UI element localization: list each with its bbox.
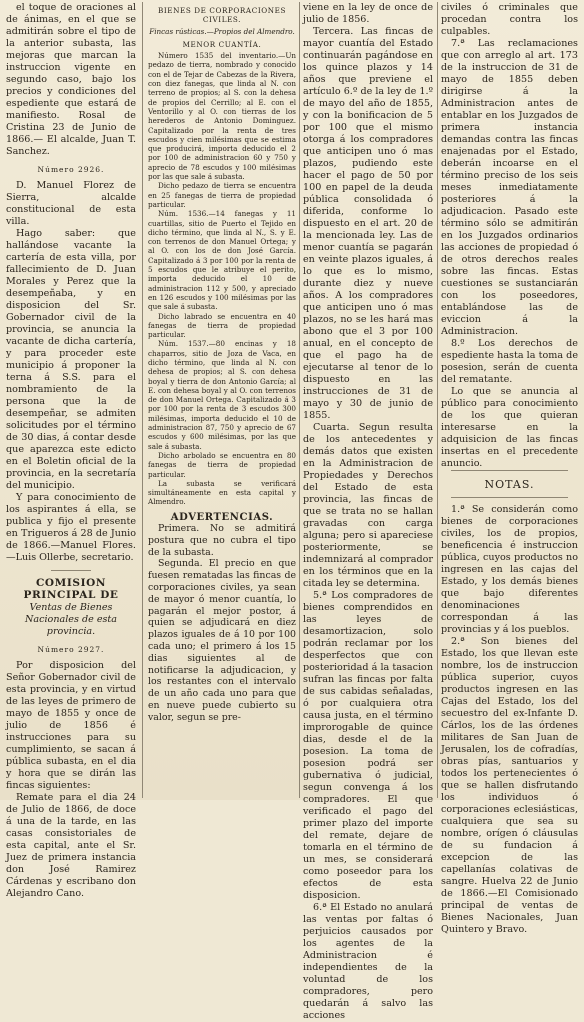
separator <box>451 470 568 471</box>
paragraph: Dicho pedazo de tierra se encuentra en 25 fanegas de tierra de propiedad particular. <box>148 181 296 209</box>
paragraph: Segunda. El precio en que fuesen rematadas las fincas de corporaciones civiles, ya sean de mayor ó menor cuantía, lo pagarán el mejor postor, á quien se adjudicará en diez plazos iguales de á 10 por 100 cada uno; el primero á los 15 dias siguientes al de notificarse la adjudicacion, y los restantes con el intervalo de un año cada uno para que en nueve puede cubierto su valor, segun se pre- <box>148 558 296 723</box>
paragraph: 6.ª El Estado no anulará las ventas por faltas ó perjuicios causados por los agentes de la Administracion é independientes de la voluntad de los compradores, pero quedarán á salvo las acciones <box>303 902 433 1021</box>
paragraph: Lo que se anuncia al público para conocimiento de los que quieran interesarse en la adquisicion de las fincas insertas en el precedente anuncio. <box>441 386 578 469</box>
paragraph: viene en la ley de once de julio de 1856. <box>303 2 433 25</box>
paragraph: 7.ª Las reclamaciones que con arreglo al art. 173 de la instruccion de 31 de mayo de 1855 deben dirigirse á la Administracion antes de entablar en los Juzgados de primera instancia demandas contra las fincas enajenadas por el Estado, deberán incoarse en el término preciso de los seis meses inmediatamente posteriores á la adjudicacion. Pasado este término sólo se admitirán en los Juzgados ordinarios las acciones de propiedad ó de otros derechos reales sobre las fincas. Estas cuestiones se sustanciarán con los poseedores, entablándose las de eviccion á la Administracion. <box>441 38 578 337</box>
paragraph: Remate para el dia 24 de Julio de 1866, de doce á una de la tarde, en las casas consistoriales de esta capital, ante el Sr. Juez de primera instancia don José Ramirez Cárdenas y escribano don Alejandro Cano. <box>6 792 136 899</box>
separator <box>51 570 91 571</box>
section-heading: COMISION PRINCIPAL DE <box>23 577 119 601</box>
paragraph: Hago saber: que hallándose vacante la cartería de esta villa, por fallecimiento de D. Juan Morales y Perez que la desempeñaba, y en disposicion del Sr. Gobernador civil de la provincia, se anuncia la vacante de dicha cartería, y para proceder este municipio á proponer la terna á S.S. para el nombramiento de la persona que la de desempeñar, se admiten solicitudes por el término de 30 dias, á contar desde que aparezca este edicto en el Boletin oficial de la provincia, en la secretaría del municipio. <box>6 228 136 491</box>
section-heading: BIENES DE CORPORACIONES CIVILES. <box>157 6 287 25</box>
paragraph: el toque de oraciones al de ánimas, en el que se admitirán sobre el tipo de la anterior subasta, las mejoras que marcan la instruccion vigente en segundo caso, bajo los precios y condiciones del espediente que estará de manifiesto. Rosal de Cristina 23 de Junio de 1866.— El alcalde, Juan T. Sanchez. <box>6 2 136 157</box>
paragraph: Núm. 1537.—80 encinas y 18 chaparros, sitio de Joza de Vaca, en dicho término, que linda al N. con dehesa de propios; al S. con dehesa boyal y tierra de don Antonio García; al E. con dehesa boyal y al O. con terrenos de don Manuel Ortega. Capitalizado á 3 por 100 por la renta de 3 escudos 300 milésimas, importa deducido el 10 de administracion 87, 750 y aprecio de 67 escudos y 600 milésimas, por las que sale á subasta. <box>148 339 296 451</box>
paragraph: 2.ª Son bienes del Estado, los que llevan este nombre, los de instruccion pública superior, cuyos productos ingresen en las Cajas del Estado, los del secuestro del ex-Infante D. Cárlos, los de las órdenes militares de San Juan de Jerusalen, los de cofradías, obras pías, santuarios y todos los pertenecientes ó que se hallen disfrutando los individuos ó corporaciones eclesiásticas, cualquiera que sea su nombre, orígen ó cláusulas de su fundacion á excepcion de las capellanías colativas de sangre. Huelva 22 de Junio de 1866.—El Comisionado principal de ventas de Bienes Nacionales, Juan Quintero y Bravo. <box>441 636 578 935</box>
advertencias-heading: ADVERTENCIAS. <box>170 511 274 523</box>
paragraph: Cuarta. Segun resulta de los antecedentes y demás datos que existen en la Administracion de Propiedades y Derechos del Estado de esta provincia, las fincas de que se trata no se hallan gravadas con carga alguna; pero si apareciese posteriormente, se indemnizará al comprador en los términos que en la citada ley se determina. <box>303 422 433 589</box>
paragraph: Dicho labrado se encuentra en 40 fanegas de tierra de propiedad particular. <box>148 311 296 340</box>
paragraph: 8.º Los derechos de espediente hasta la toma de posesion, serán de cuenta del rematante. <box>441 338 578 385</box>
paragraph: 5.ª Los compradores de bienes comprendidos en las leyes de desamortizacion, solo podrán reclamar por los desperfectos que con posterioridad á la tasacion sufran las fincas por falta de sus cabidas señaladas, ó por cualquiera otra causa justa, en el término improrogable de quince dias, desde el de la posesion. La toma de posesion podrá ser gubernativa ó judicial, segun convenga á los compradores. El que verificado el pago del primer plazo del importe del remate, dejare de tomarla en el término de un mes, se considerará como poseedor para los efectos de esta disposicion. <box>303 590 433 901</box>
paragraph: civiles ó criminales que procedan contra los culpables. <box>441 2 578 37</box>
paragraph: D. Manuel Florez de Sierra, alcalde constitucional de esta villa. <box>6 180 136 227</box>
category-heading: MENOR CUANTÍA. <box>182 39 262 49</box>
column-4 <box>441 2 578 935</box>
paragraph: Dicho arbolado se encuentra en 80 fanegas de tierra de propiedad particular. <box>148 450 296 479</box>
paragraph: 1.ª Se considerán como bienes de corporaciones civiles, los de propios, beneficencia é instruccion pública, cuyos productos no ingresen en las cajas del Estado, y los demás bienes que bajo diferentes denominaciones correspondan á las provincias y á los pueblos. <box>441 504 578 635</box>
column-2 <box>148 2 296 798</box>
column-divider <box>142 2 143 798</box>
column-divider <box>299 2 300 798</box>
notice-number: Número 2927. <box>37 645 105 654</box>
notice-number: Número 2926. <box>37 165 105 174</box>
paragraph: Por disposicion del Señor Gobernador civil de esta provincia, y en virtud de las leyes de primero de mayo de 1855 y once de julio de 1856 é instrucciones para su cumplimiento, se sacan á pública subasta, en el dia y hora que se dirán las fincas siguientes: <box>6 660 136 791</box>
section-subheading: Fincas rústicas.—Propios del Almendro. <box>149 26 295 36</box>
paragraph: Tercera. Las fincas de mayor cuantía del Estado continuarán pagándose en los quince plazos y 14 años que previene el artículo 6.º de la ley de 1.º de mayo del año de 1855, y con la bonificacion de 5 por 100 que el mismo otorga á los compradores que anticipen uno ó mas plazos, pudiendo este hacer el pago de 50 por 100 en papel de la deuda pública consolidada ó diferida, conforme lo dispuesto en el art. 20 de la mencionada ley. Las de menor cuantía se pagarán en veinte plazos iguales, á lo que es lo mismo, durante diez y nueve años. A los compradores que anticipen uno ó mas plazos, no se les hará mas abono que el 3 por 100 anual, en el concepto de que el pago ha de ejecutarse al tenor de lo dispuesto en las instrucciones de 31 de mayo y 30 de junio de 1855. <box>303 26 433 421</box>
column-3 <box>303 2 433 1021</box>
paragraph: Núm. 1536.—14 fanegas y 11 cuartillas, sitio de Puerto el Tejido en dicho término, que linda al N., S. y E. con terrenos de don Manuel Ortega; y al O. con los de don José García. Capitalizado á 3 por 100 por la renta de 5 escudos que le atribuye el perito, importa deducido el 10 de administracion 112 y 500, y apreciado en 126 escudos y 100 milésimas por las que sale á subasta. <box>148 209 296 312</box>
paragraph: Y para conocimiento de los aspirantes á ella, se publica y fijo el presente en Trigueros á 28 de Junio de 1866.—Manuel Flores.—Luis Ollerbe, secretario. <box>6 492 136 563</box>
section-subheading: Ventas de Bienes Nacionales de esta provincia. <box>25 602 117 637</box>
notas-heading: NOTAS. <box>484 478 535 491</box>
paragraph: Número 1535 del inventario.—Un pedazo de tierra, nombrado y conocido con el de Tejar de Cabezas de la Rivera, con diez fanegas, que linda al N. con terreno de propios; al S. con la dehesa de propios del Cerrillo; al E. con el Ventorillo y al O. con tierras de los herederos de Antonio Dominguez. Capitalizado por la renta de tres escudos y cien milésimas que se estima que producirá, importa deducido el 2 por 100 de administracion 60 y 750 y aprecio de 78 escudos y 100 milésimas por las que sale á subasta. <box>148 51 296 182</box>
paragraph: La subasta se verificará simultáneamente en esta capital y Almendro. <box>148 478 296 507</box>
column-divider <box>437 2 438 798</box>
column-1 <box>6 2 136 899</box>
paragraph: Primera. No se admitirá postura que no cubra el tipo de la subasta. <box>148 523 296 558</box>
